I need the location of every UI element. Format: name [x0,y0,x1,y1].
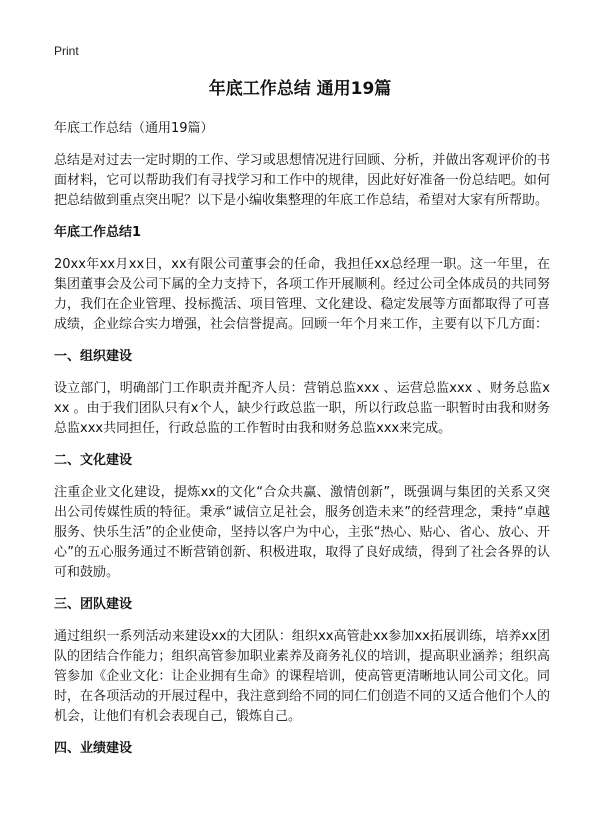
section-heading-culture: 二、文化建设 [54,453,133,468]
section-body-team: 通过组织一系列活动来建设xx的大团队：组织xx高管赴xx参加xx拓展训练，培养xx团队的团结合作能力；组织高管参加职业素养及商务礼仪的培训，提高职业涵养；组织高管参加《企业文化：让企业拥有生命》的课程培训，使高管更清晰地认同公司文化。同时，在各项活动的开展过程中，我注意到给不同的同仁们创造不同的又适合他们个人的机会，让他们有机会表现自己，锻炼自己。 [54,629,550,724]
article-opening-paragraph: 20xx年xx月xx日，xx有限公司董事会的任命，我担任xx总经理一职。这一年里，在集团董事会及公司下属的全力支持下，各项工作开展顺利。经过公司全体成员的共同努力，我们在企业管理、投标揽活、项目管理、文化建设、稳定发展等方面都取得了可喜成绩，企业综合实力增强，社会信誉提高。回顾一年个月来工作，主要有以下几方面： [54,257,550,332]
section-body-culture: 注重企业文化建设，提炼xx的文化“合众共赢、激情创新”，既强调与集团的关系又突出公司传媒性质的特征。秉承“诚信立足社会，服务创造未来”的经营理念，秉持“卓越服务、快乐生活”的企业使命，坚持以客户为中心，主张“热心、贴心、省心、放心、开心”的五心服务通过不断营销创新、积极进取，取得了良好成绩，得到了社会各界的认可和鼓励。 [54,485,550,580]
section-heading-performance: 四、业绩建设 [54,741,133,756]
print-link[interactable]: Print [54,44,79,58]
section-heading-organization: 一、组织建设 [54,349,133,364]
page-title: 年底工作总结 通用19篇 [208,79,392,99]
intro-paragraph: 总结是对过去一定时期的工作、学习或思想情况进行回顾、分析，并做出客观评价的书面材料，它可以帮助我们有寻找学习和工作中的规律，因此好好准备一份总结吧。如何把总结做到重点突出呢？以下是小编收集整理的年底工作总结，希望对大家有所帮助。 [54,153,550,208]
document-subtitle: 年底工作总结（通用19篇） [54,121,214,136]
document-body [54,119,550,771]
section-body-organization: 设立部门，明确部门工作职责并配齐人员：营销总监xxx 、运营总监xxx 、财务总监xxx 。由于我们团队只有x个人，缺少行政总监一职，所以行政总监一职暂时由我和财务总监xxx共同担任，行政总监的工作暂时由我和财务总监xxx来完成。 [54,381,550,436]
article-heading: 年底工作总结1 [54,225,142,240]
section-heading-team: 三、团队建设 [54,597,133,612]
